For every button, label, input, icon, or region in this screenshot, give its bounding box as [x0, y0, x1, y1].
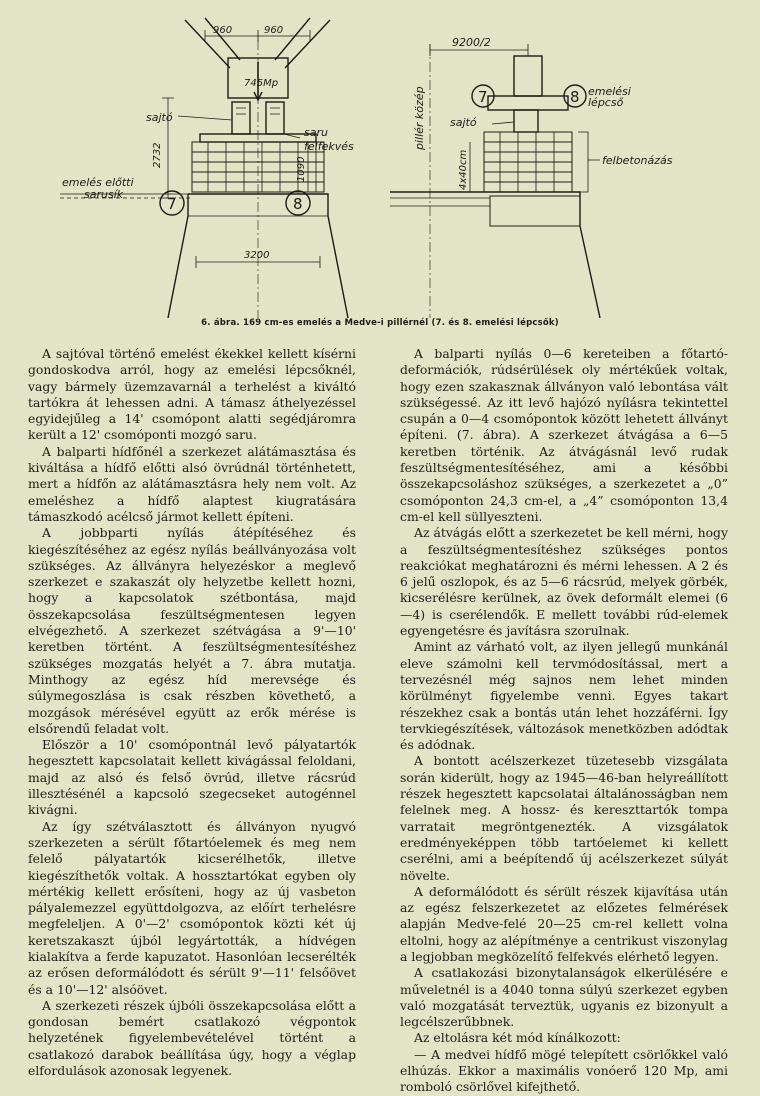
- paragraph: Amint az várható volt, az ilyen jellegű munkánál eleve számolni kell tervmódosítással, mert a tervezésnél még sajnos nem lehet minden körülményt figyelembe venni. Egyes takart részekhez csak a bontás után lehet hozzáférni. Így tervkiegészítések, változások menetközben adódtak és adódnak.: [400, 639, 728, 753]
- paragraph: Az átvágás előtt a szerkezetet be kell mérni, hogy a feszültségmentesítéshez szükséges pontos reakciókat meghatározni és mérni lehessen. A 2 és 6 jelű oszlopok, és az 5—6 rácsrúd, melyek görbék, kicserélésre kerülnek, az övek deformált elemei (6—4) is cserélendők. E mellett további rúd-elemek egyengetésre és javításra szorulnak.: [400, 525, 728, 639]
- sajto-label-left: sajtó: [146, 111, 173, 124]
- felfekves-label: felfekvés: [304, 140, 354, 153]
- emeles-elotti-label: emelés előtti: [62, 176, 134, 189]
- dim-1090: 1090: [296, 156, 307, 182]
- paragraph: Az eltolásra két mód kínálkozott:: [414, 1030, 621, 1046]
- circle-7-left: 7: [167, 195, 177, 213]
- dim-960-a: 960: [213, 25, 233, 36]
- lepcso-label: lépcső: [588, 96, 624, 109]
- paragraph: A deformálódott és sérült részek kijavítása után az egész felszerkezetet az előzetes felmérések alapján Medve-felé 20—25 cm-rel kellett volna eltolni, hogy az alépítménye a centrikust viszonylag a legjobban megközelítő felfekvés elérhető legyen.: [400, 883, 728, 964]
- dim-4x40: 4x40cm: [458, 149, 469, 190]
- paragraph: A balparti hídfőnél a szerkezet alátámasztása és kiváltása a hídfő előtti alsó övrúdnál történhetett, mert a hídfőn az alátámasztásra hely nem volt. Az emeléshez a hídfő alaptest kiugratására támaszkodó acélcső jármot kellett építeni.: [28, 443, 356, 524]
- paragraph: Először a 10' csomópontnál levő pályatartók hegesztett kapcsolatait kellett kivágással feloldani, majd az alsó és felső övrúd, illetve rácsrúd illesztésénél a kapcsoló szegecseket autogénnel kivágni.: [28, 737, 356, 818]
- sajto-label-right: sajtó: [450, 116, 477, 129]
- dim-960-b: 960: [264, 25, 284, 36]
- dim-3200: 3200: [244, 250, 270, 261]
- circle-8-left: 8: [293, 195, 303, 213]
- right-text-column: [400, 346, 728, 1096]
- circle-7-right: 7: [478, 88, 488, 106]
- saru-label: saru: [304, 126, 328, 139]
- piller-kozep-label: pillér közép: [413, 86, 426, 150]
- paragraph: A bontott acélszerkezet tüzetesebb vizsgálata során kiderült, hogy az 1945—46-ban helyreállított részek hegesztett kapcsolatai általánosságban nem felelnek meg. A hossz- és kereszttartók tompa varratait megröntgenezték. A vizsgálatok eredményeképpen több tartóelemet ki kellett cserélni, ami a beépítendő új acélszerkezet súlyát növelte.: [400, 753, 728, 883]
- dim-2732: 2732: [152, 142, 163, 168]
- sarusik-label: sarusík: [84, 188, 124, 201]
- paragraph: A jobbparti nyílás átépítéséhez és kiegészítéséhez az egész nyílás beállványozása volt szükséges. Az állványra helyezéskor a meglevő szerkezet e szakaszát oly helyzetbe kellett hozni, hogy a kapcsolatok szétbontása, majd összekapcsolása feszültségmentesen legyen elvégezhető. A szerkezet szétvágása a 9'—10' keretben történt. A feszültségmentesítéshez szükséges mozgatás helyét a 7. ábra mutatja. Minthogy az egész híd merevsége és súlymegoszlása is csak részben követhető, a mozgások mérésével együtt az erők mérése is elsőrendű feladat volt.: [28, 525, 356, 736]
- left-text-column: [28, 346, 356, 1079]
- felbetonazas-label: felbetonázás: [602, 154, 673, 167]
- figure-6: [0, 0, 760, 318]
- paragraph: A sajtóval történő emelést ékekkel kellett kísérni gondoskodva arról, hogy az emelési lépcsőknél, vagy bármely üzemzavarnál a terhelést a kiváltó tartókra át lehessen adni. A támasz áthelyezéssel egyidejűleg a 14' csomópont alatti segédjáromra került a 12' csomóponti mozgó saru.: [28, 346, 356, 443]
- paragraph: A szerkezeti részek újbóli összekapcsolása előtt a gondosan bemért csatlakozó végpontok helyzetének figyelembevételével történt a csatlakozó darabok beállítása úgy, hogy a véglap elfordulások azonosak legyenek.: [28, 997, 356, 1079]
- pier-lifting-drawing: [0, 0, 760, 318]
- paragraph: Az így szétválasztott és állványon nyugvó szerkezeten a sérült főtartóelemek és meg nem felelő pályatartók kicserélhetők, illetve kiegészíthetők voltak. A hossztartókat egyben oly mértékig kellett erősíteni, hogy az új vasbeton pályalemezzel együttdolgozva, az előírt terhelésre megfeleljen. A 0'—2' csomópontok közti két új keretszakaszt újból legyártották, a hídvégen kialakítva a ferde kapuzatot. Hasonlóan lecserélték az erősen deformálódott és sérült 9'—11' felsőövet és a 10'—12' alsóövet.: [28, 818, 356, 997]
- paragraph: A balparti nyílás 0—6 kereteiben a főtartó-deformációk, rúdsérülések oly mértékűek voltak, hogy ezen szakasznak állványon való lebontása vált szükségessé. Az itt levő hajózó nyílásra tekintettel csupán a 0—4 csomópontok között lehetett állványt építeni. (7. ábra). A szerkezet átvágása a 6—5 keretben történik. Az átvágásnál levő rudak feszültségmentesítéséhez, ami a későbbi összekapcsoláshoz szükséges, a szerkezetet a „0” csomóponton 24,3 cm-el, a „4” csomóponton 13,4 cm-el kell süllyeszteni.: [400, 346, 728, 524]
- paragraph: — A medvei hídfő mögé telepített csörlőkkel való elhúzás. Ekkor a maximális vonóerő 120 Mp, ami romboló csörlővel kifejthető.: [400, 1046, 728, 1095]
- paragraph: A csatlakozási bizonytalanságok elkerülésére e műveletnél is a 4040 tonna súlyú szerkezet egyben való mozgatását terveztük, ugyanis ez bizonyult a legcélszerűbbnek.: [400, 965, 728, 1030]
- circle-8-right: 8: [570, 88, 580, 106]
- dim-9200-2: 9200/2: [452, 36, 491, 49]
- load-label: 745Mp: [244, 78, 279, 89]
- emelesi-label: emelési: [588, 85, 631, 98]
- figure-caption: 6. ábra. 169 cm-es emelés a Medve-i pillérnél (7. és 8. emelési lépcsők): [201, 318, 559, 328]
